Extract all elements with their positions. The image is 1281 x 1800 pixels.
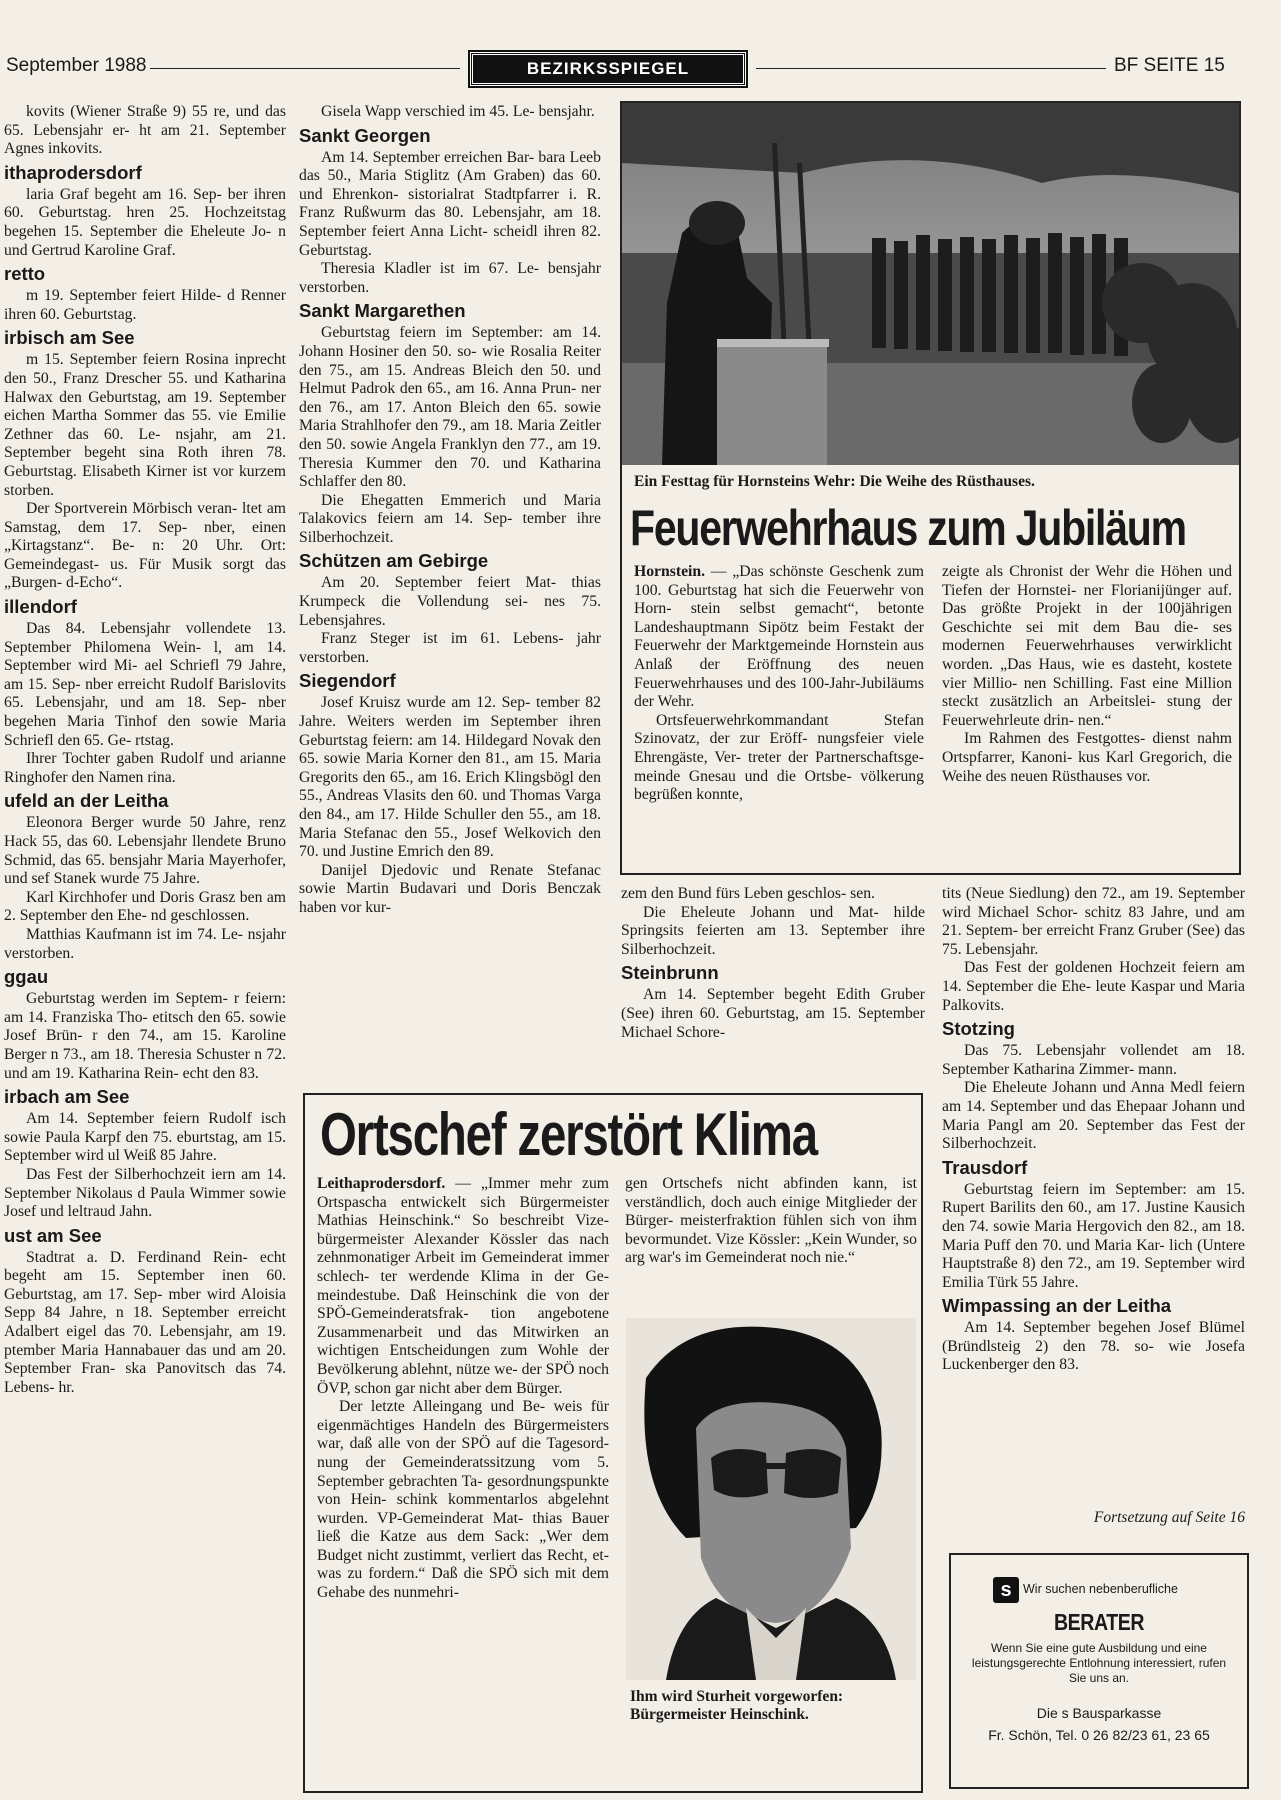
article-paragraph: Geburtstag feiern im September: am 15. Rupert Barilits den 60., am 17. Justine Kausich den 74. sowie Maria Hergovich den 82., am 18. Maria Puff den 70. und Maria Kar- lich (Untere Hauptstraße 8) den 72., am 19. September wird Emilia Türk 55 Jahre.: [942, 1180, 1245, 1291]
page-number: BF SEITE 15: [1114, 55, 1225, 76]
place-heading: Sankt Georgen: [299, 124, 431, 146]
section-banner: BEZIRKSSPIEGEL: [470, 52, 746, 86]
place-heading: Stotzing: [942, 1018, 1015, 1040]
photo-mayor-image: [626, 1318, 916, 1680]
article-paragraph: m 15. September feiern Rosina inprecht den 50., Franz Drescher 55. und Katharina Halwax den Geburtstag, am 19. September eichen Martha Sommer das 55. vie Emilie Zethner das 60. Le- nsjahr, am 21. September begeht sina Roth ihren 78. Geburtstag. Elisabeth Kirner ist vor kurzem storben.: [4, 351, 286, 499]
article-paragraph: Karl Kirchhofer und Doris Grasz ben am 2. September den Ehe- nd geschlossen.: [4, 888, 286, 925]
article-paragraph: Stadtrat a. D. Ferdinand Rein- echt begeht am 15. September inen 60. Geburtstag, am 17. Sep- mber wird Aloisia Sepp 84 Jahre, n 18. September erreicht Adalbert eigel das 70. Lebensjahr, am 19. ptember Maria Hannabauer das und am 20. September Fran- ska Panovitsch das 74. Lebens- hr.: [4, 1248, 286, 1396]
story1-column-right: [942, 563, 1232, 863]
article-paragraph: Geburtstag werden im Septem- r feiern: am 14. Franziska Tho- etitsch den 65. sowie Josef Brün- r den 74., am 15. Karoline Berger n 73., am 18. Theresia Schuster n 72. und am 19. Katharina Rein- echt den 83.: [4, 990, 286, 1082]
ad-title: BERATER: [1053, 1609, 1145, 1635]
article-paragraph: Josef Kruisz wurde am 12. Sep- tember 82 Jahre. Weiters werden im September ihren Geburtstag feiern: am 14. Hildegard Novak den 65. sowie Maria Korner den 81., am 15. Maria Gregorits den 65., am 16. Erich Klingsbögl den 55., Andreas Vlasits den 60. und Thomas Varga den 84., am 17. Hilde Schuller den 55., am 18. Maria Stefanac den 55., Josef Welkovich den 70. und Justine Emrich den 89.: [299, 694, 601, 861]
headline-ortschef: Ortschef zerstört Klima: [320, 1101, 817, 1168]
story2-column-right: [625, 1175, 917, 1305]
article-paragraph: laria Graf begeht am 16. Sep- ber ihren 60. Geburtstag. hren 25. Hochzeitstag begehen 15. September die Eheleute Jo- n und Gertrud Karoline Graf.: [4, 185, 286, 259]
article-paragraph: zem den Bund fürs Leben geschlos- sen.: [621, 885, 875, 902]
article-paragraph: Das Fest der Silberhochzeit iern am 14. September Nikolaus d Paula Wimmer sowie Josef und leltraud Jahn.: [4, 1165, 286, 1221]
place-heading: irbisch am See: [4, 327, 135, 349]
continuation-note: Fortsetzung auf Seite 16: [1093, 1509, 1245, 1526]
article-paragraph: Die Eheleute Johann und Anna Medl feiern am 14. September und das Ehepaar Johann und Maria Pangl am 20. September das Fest der Silberhochzeit.: [942, 1079, 1245, 1153]
article-paragraph: Im Rahmen des Festgottes- dienst nahm Ortspfarrer, Kanoni- kus Karl Gregorich, die Weihe des neuen Rüsthauses vor.: [942, 730, 1232, 785]
article-paragraph: Am 14. September feiern Rudolf isch sowie Paula Karpf den 75. eburtstag, am 15. September wird ul Weiß 85 Jahre.: [4, 1110, 286, 1165]
ad-company: Die s Bausparkasse: [1036, 1705, 1162, 1721]
article-paragraph: gen Ortschefs nicht abfinden kann, ist verständlich, doch auch einige Mitglieder der Bürger- meisterfraktion fühlen sich von ihm bevormundet. Vize Kössler: „Kein Wunder, so arg war's im Gemeinderat noch nie.“: [625, 1175, 917, 1267]
article-paragraph: tits (Neue Siedlung) den 72., am 19. September wird Michael Schor- schitz 83 Jahre, und am 21. Septem- ber erreicht Franz Gruber (See) das 75. Lebensjahr.: [942, 885, 1245, 958]
article-paragraph: Am 14. September begeht Edith Gruber (See) ihren 60. Geburtstag, am 15. September Michael Schore-: [621, 986, 925, 1041]
article-paragraph: Der letzte Alleingang und Be- weis für eigenmächtiges Handeln des Bürgermeisters war, daß alle von der SPÖ auf die Tagesord- nung der Gemeinderatssitzung vom 5. September gebrachten Ta- gesordnungspunkte von Hein- schink kommentarlos abgelehnt wurden. VP-Gemeinderat Mat- thias Bauer ließ die Katze aus dem Sack: „Wer dem Budget nicht zustimmt, verliert das Recht, et- was zu fordern.“ Daß die SPÖ sich mit dem Gehabe des nunmehri-: [317, 1398, 609, 1602]
photo-mayor-portrait: [626, 1318, 916, 1680]
place-heading: Steinbrunn: [621, 962, 719, 984]
header-rule-left: [150, 68, 460, 69]
place-heading: Schützen am Gebirge: [299, 550, 489, 572]
story1-column-left: [634, 563, 924, 863]
article-paragraph: Franz Steger ist im 61. Lebens- jahr verstorben.: [299, 630, 601, 666]
column-2: [299, 103, 601, 1065]
article-paragraph: kovits (Wiener Straße 9) 55 re, und das 65. Lebensjahr er- ht am 21. September Agnes inkovits.: [4, 103, 286, 158]
place-heading: Siegendorf: [299, 670, 396, 692]
sparkasse-s-logo-icon: s: [993, 1577, 1019, 1603]
article-paragraph: Ihrer Tochter gaben Rudolf und arianne Ringhofer den Namen rina.: [4, 750, 286, 786]
place-heading: irbach am See: [4, 1086, 130, 1108]
photo-caption-mayor: Ihm wird Sturheit vorgeworfen: Bürgermeister Heinschink.: [630, 1688, 844, 1723]
article-paragraph: m 19. September feiert Hilde- d Renner ihren 60. Geburtstag.: [4, 287, 286, 323]
article-paragraph: Die Ehegatten Emmerich und Maria Talakovics feiern am 14. Sep- tember ihre Silberhochzeit.: [299, 491, 601, 546]
column-4: [942, 885, 1245, 1525]
article-paragraph: Danijel Djedovic und Renate Stefanac sowie Martin Budavari und Doris Benczak haben vor kur-: [299, 861, 601, 916]
article-paragraph: Am 14. September erreichen Bar- bara Leeb das 50., Maria Stiglitz (Am Graben) das 60. und Ehrenkon- sistorialrat Stadtpfarrer i. R. Franz Rußwurm das 80. Lebensjahr, am 18. September feiert Anna Licht- scheidl ihren 82. Geburtstag.: [299, 148, 601, 259]
article-paragraph: Die Eheleute Johann und Mat- hilde Springsits feierten am 13. September ihre Silberhochzeit.: [621, 903, 925, 958]
article-lead-paragraph: Hornstein. — „Das schönste Geschenk zum 100. Geburtstag hat sich die Feuerwehr von Horn- stein selbst gemacht“, betonte Landeshauptmann Sipötz beim Festakt der Feuerwehr der Marktgemeinde Hornstein aus Anlaß der Eröffnung des neuen Feuerwehrhauses und des 100-Jahr-Jubiläums der Wehr.: [634, 563, 924, 711]
article-paragraph: Matthias Kaufmann ist im 74. Le- nsjahr verstorben.: [4, 925, 286, 962]
place-heading: Trausdorf: [942, 1156, 1028, 1178]
place-heading: illendorf: [4, 596, 77, 618]
headline-feuerwehrhaus: Feuerwehrhaus zum Jubiläum: [630, 500, 1186, 556]
column-1: [4, 103, 286, 1793]
column-3-lower: [621, 885, 925, 1065]
dateline: Leithaprodersdorf.: [317, 1175, 446, 1192]
article-paragraph: Gisela Wapp verschied im 45. Le- bensjahr.: [321, 103, 595, 120]
ad-line1: Wir suchen nebenberufliche: [1023, 1582, 1178, 1596]
article-paragraph: zeigte als Chronist der Wehr die Höhen und Tiefen der Hornstei- ner Florianijünger auf. Das größte Projekt in der 100jährigen Geschichte sei mit dem Bau die- ses modernen Feuerwehrhauses verwirklicht worden. „Das Haus, wie es dasteht, kostete vier Millio- nen Schilling. Fast eine Million steckt zusätzlich an Arbeitslei- stung der Feuerwehrleute drin- nen.“: [942, 563, 1232, 729]
article-paragraph: Theresia Kladler ist im 67. Le- bensjahr verstorben.: [299, 260, 601, 296]
photo-fire-brigade-ceremony: [622, 103, 1239, 465]
place-heading: Wimpassing an der Leitha: [942, 1295, 1172, 1317]
article-lead-paragraph: Leithaprodersdorf. — „Immer mehr zum Ortspascha entwickelt sich Bürgermeister Mathias Heinschink.“ So beschreibt Vize- bürgermeister Alexander Kössler das nach zehnmonatiger Arbeit im Gemeinderat immer schlech- ter werdende Klima in der Ge- meindestube. Daß Heinschink die von der SPÖ-Gemeinderatsfrak- tion angebotene Zusammenarbeit und das Mitwirken an wichtigen Entscheidungen zum Wohle der Bevölkerung ablehnt, nütze we- der SPÖ noch ÖVP, schon gar nicht aber dem Bürger.: [317, 1175, 609, 1397]
dateline: Hornstein.: [634, 563, 706, 580]
article-paragraph: Der Sportverein Mörbisch veran- ltet am Samstag, dem 17. Sep- nber, einen „Kirtagstanz“. Be- n: 20 Uhr. Ort: Gemeindegast- us. Für Musik sorgt das „Burgen- d-Echo“.: [4, 500, 286, 592]
article-paragraph: Das 84. Lebensjahr vollendete 13. September Philomena Wein- l, am 14. September wird Mi- ael Schriefl 79 Jahre, am 15. Sep- nber erreicht Rudolf Barislovits 65. Lebensjahr, und am 18. Sep- nber begehen Maria Tinhof den sowie Maria Schriefl den 65. Ge- rtstag.: [4, 620, 286, 749]
article-paragraph: Geburtstag feiern im September: am 14. Johann Hosiner den 50. so- wie Rosalia Reiter den 75., am 15. Andreas Bleich den 50. und Helmut Padrok den 65., am 16. Anna Prun- ner den 76., am 17. Anton Bleich den 65. sowie Maria Strahlhofer den 79., am 18. Maria Zeitler den 50. sowie Angela Franklyn den 77., am 19. Theresia Kummer den 70. und Katharina Schlaffer den 80.: [299, 324, 601, 491]
photo-ceremony-image: [622, 103, 1239, 465]
article-paragraph: Am 14. September begehen Josef Blümel (Bründlsteig 2) den 78. so- wie Josefa Luckenberger den 83.: [942, 1319, 1245, 1374]
place-heading: Sankt Margarethen: [299, 300, 466, 322]
issue-date: September 1988: [6, 55, 147, 76]
photo-caption-feuerwehr: Ein Festtag für Hornsteins Wehr: Die Weihe des Rüsthauses.: [634, 473, 1035, 490]
article-paragraph: Das Fest der goldenen Hochzeit feiern am 14. September die Ehe- leute Kaspar und Maria Palkovits.: [942, 959, 1245, 1014]
article-paragraph: Am 20. September feiert Mat- thias Krumpeck die Vollendung sei- nes 75. Lebensjahres.: [299, 574, 601, 629]
article-paragraph: Eleonora Berger wurde 50 Jahre, renz Hack 55, das 60. Lebensjahr llendete Bruno Schmid, das 65. bensjahr Maria Mayerhofer, und sef Stanek wurde 75 Jahre.: [4, 814, 286, 888]
place-heading: ithaprodersdorf: [4, 161, 142, 183]
ad-contact: Fr. Schön, Tel. 0 26 82/23 61, 23 65: [988, 1727, 1210, 1743]
place-heading: retto: [4, 263, 46, 285]
article-paragraph: Ortsfeuerwehrkommandant Stefan Szinovatz, der zur Eröff- nungsfeier viele Ehrengäste, Ver- treter der Partnerschaftsge- meinde Gnesau und die Ortsbe- völkerung begrüßen konnte,: [634, 711, 924, 804]
ad-body: Wenn Sie eine gute Ausbildung und eine leistungsgerechte Entlohnung interessiert, rufen Sie uns an.: [971, 1641, 1227, 1685]
article-paragraph: Das 75. Lebensjahr vollendet am 18. September Katharina Zimmer- mann.: [942, 1042, 1245, 1078]
advertisement-bausparkasse: [949, 1553, 1249, 1789]
place-heading: ggau: [4, 966, 49, 988]
place-heading: ufeld an der Leitha: [4, 790, 169, 812]
story2-column-left: [317, 1175, 609, 1785]
header-rule-right: [756, 68, 1106, 69]
place-heading: ust am See: [4, 1224, 102, 1246]
